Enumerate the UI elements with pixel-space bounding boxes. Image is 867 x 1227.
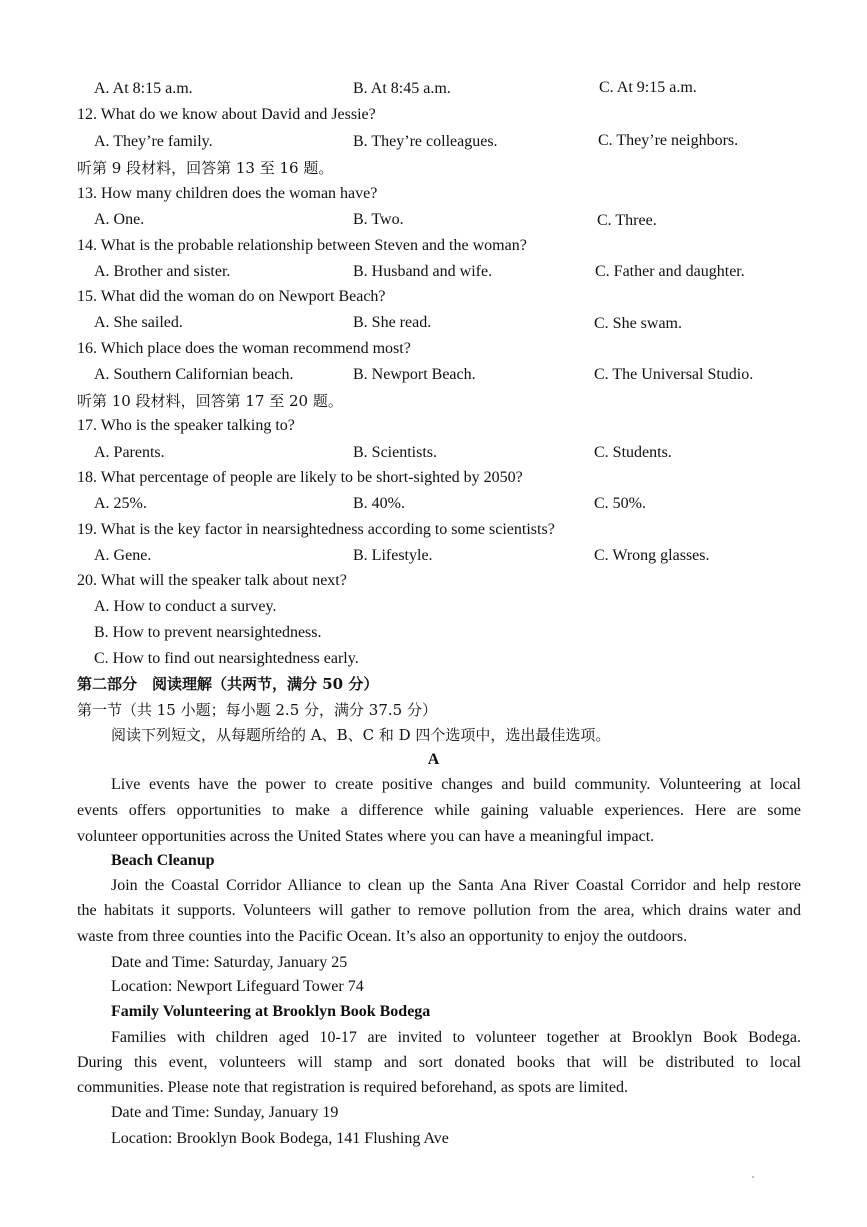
family-date: Date and Time: Sunday, January 19 [111, 1104, 339, 1121]
beach-line-2: the habitats it supports. Volunteers will gather to remove pollution from the area, which drains water and [77, 902, 801, 919]
q16-option-a: A. Southern Californian beach. [94, 366, 294, 383]
q15-stem: 15. What did the woman do on Newport Beach? [77, 288, 386, 305]
family-line-3: communities. Please note that registration is required beforehand, as spots are limited. [77, 1079, 628, 1096]
q17-option-a: A. Parents. [94, 444, 165, 461]
q18-option-a: A. 25%. [94, 495, 147, 512]
q11-option-b: B. At 8:45 a.m. [353, 80, 451, 97]
q15-option-a: A. She sailed. [94, 314, 183, 331]
q13-option-a: A. One. [94, 211, 145, 228]
q19-option-a: A. Gene. [94, 547, 152, 564]
q18-option-c: C. 50%. [594, 495, 646, 512]
scan-speck [752, 1176, 754, 1178]
q17-stem: 17. Who is the speaker talking to? [77, 417, 295, 434]
q15-option-c: C. She swam. [594, 315, 682, 332]
q11-option-a: A. At 8:15 a.m. [94, 80, 193, 97]
q19-stem: 19. What is the key factor in nearsightedness according to some scientists? [77, 521, 555, 538]
q15-option-b: B. She read. [353, 314, 432, 331]
q12-option-b: B. They’re colleagues. [353, 133, 498, 150]
q20-stem: 20. What will the speaker talk about next? [77, 572, 347, 589]
q16-option-b: B. Newport Beach. [353, 366, 476, 383]
q18-stem: 18. What percentage of people are likely to be short-sighted by 2050? [77, 469, 523, 486]
intro-line-1: Live events have the power to create positive changes and build community. Volunteering at local [111, 776, 801, 793]
q19-option-b: B. Lifestyle. [353, 547, 433, 564]
q12-option-c: C. They’re neighbors. [598, 132, 739, 149]
family-location: Location: Brooklyn Book Bodega, 141 Flushing Ave [111, 1130, 449, 1147]
reading-instruction: 阅读下列短文，从每题所给的 A、B、C 和 D 四个选项中，选出最佳选项。 [111, 726, 611, 744]
q12-stem: 12. What do we know about David and Jessie? [77, 106, 376, 123]
beach-location: Location: Newport Lifeguard Tower 74 [111, 978, 364, 995]
family-line-2: During this event, volunteers will stamp and sort donated books that will be distributed to local [77, 1054, 801, 1071]
section10-instruction: 听第 10 段材料，回答第 17 至 20 题。 [77, 392, 343, 410]
q16-option-c: C. The Universal Studio. [594, 366, 754, 383]
q14-option-c: C. Father and daughter. [595, 263, 745, 280]
beach-date: Date and Time: Saturday, January 25 [111, 954, 348, 971]
q12-option-a: A. They’re family. [94, 133, 213, 150]
intro-line-3: volunteer opportunities across the United States where you can have a meaningful impact. [77, 828, 655, 845]
section1-heading: 第一节（共 15 小题；每小题 2.5 分，满分 37.5 分） [77, 701, 437, 719]
q13-option-b: B. Two. [353, 211, 404, 228]
q20-option-c: C. How to find out nearsightedness early. [94, 650, 359, 667]
beach-cleanup-title: Beach Cleanup [111, 852, 215, 869]
q17-option-b: B. Scientists. [353, 444, 438, 461]
q11-option-c: C. At 9:15 a.m. [599, 79, 697, 96]
passage-label: A [427, 751, 440, 768]
q16-stem: 16. Which place does the woman recommend most? [77, 340, 411, 357]
q14-stem: 14. What is the probable relationship between Steven and the woman? [77, 237, 527, 254]
section9-instruction: 听第 9 段材料，回答第 13 至 16 题。 [77, 159, 334, 177]
beach-line-3: waste from three counties into the Pacific Ocean. It’s also an opportunity to enjoy the outdoors. [77, 928, 688, 945]
intro-line-2: events offers opportunities to make a difference while gaining valuable experiences. Here are some [77, 802, 801, 819]
part2-heading: 第二部分 阅读理解（共两节，满分 50 分） [77, 675, 379, 693]
q13-stem: 13. How many children does the woman have? [77, 185, 378, 202]
q20-option-a: A. How to conduct a survey. [94, 598, 277, 615]
q20-option-b: B. How to prevent nearsightedness. [94, 624, 322, 641]
q13-option-c: C. Three. [597, 212, 657, 229]
q14-option-a: A. Brother and sister. [94, 263, 231, 280]
family-volunteering-title: Family Volunteering at Brooklyn Book Bodega [111, 1003, 431, 1020]
beach-line-1: Join the Coastal Corridor Alliance to clean up the Santa Ana River Coastal Corridor and help restore [111, 877, 801, 894]
q14-option-b: B. Husband and wife. [353, 263, 493, 280]
q18-option-b: B. 40%. [353, 495, 405, 512]
family-line-1: Families with children aged 10-17 are invited to volunteer together at Brooklyn Book Bodega. [111, 1029, 801, 1046]
q19-option-c: C. Wrong glasses. [594, 547, 710, 564]
q17-option-c: C. Students. [594, 444, 672, 461]
